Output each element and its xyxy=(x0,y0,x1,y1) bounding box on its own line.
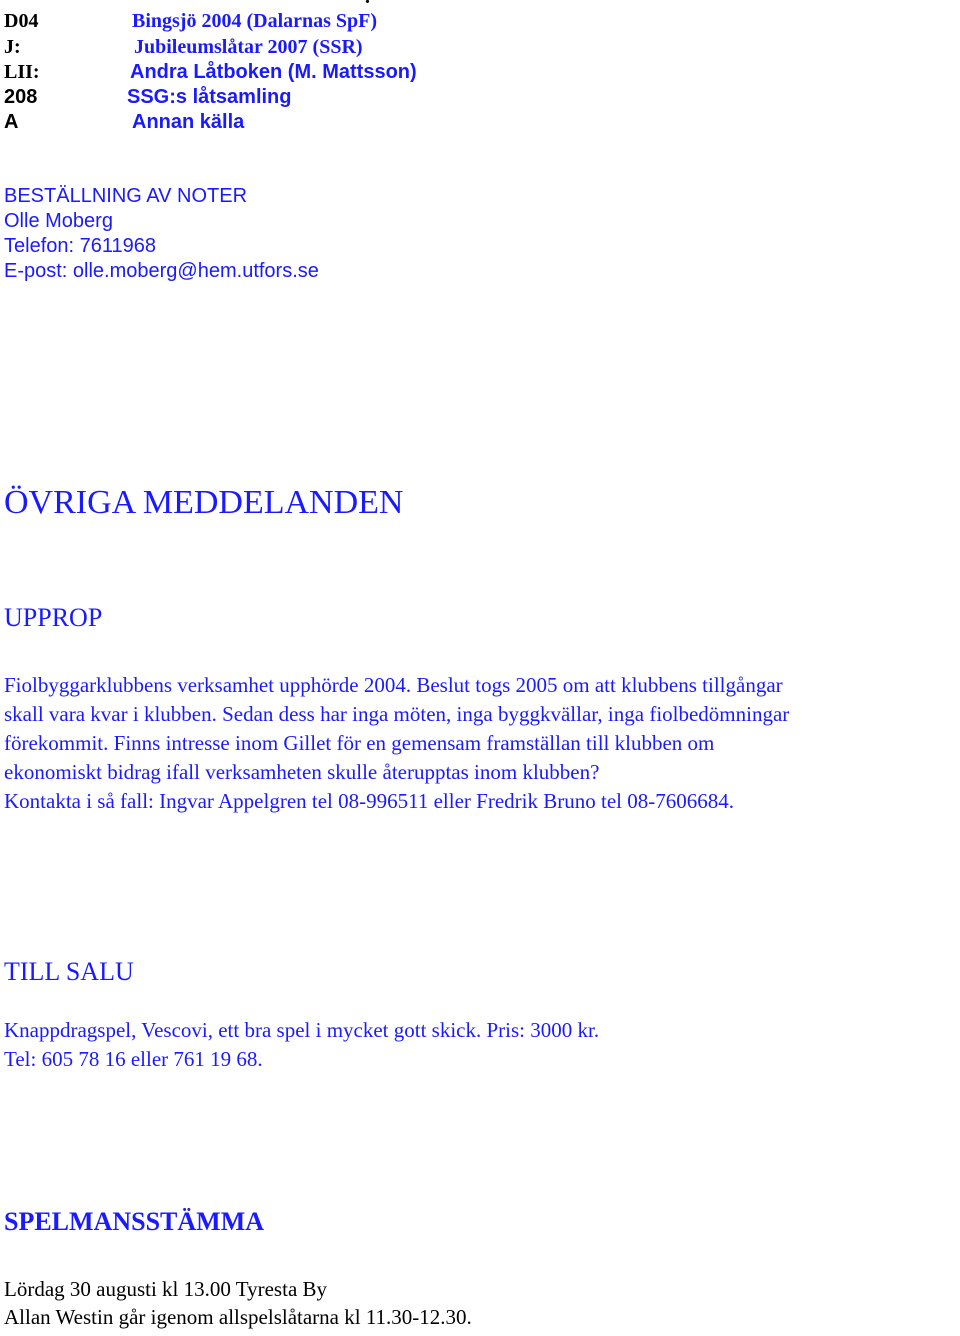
upprop-heading: UPPROP xyxy=(4,603,103,632)
spelmansstamma-line: Allan Westin går igenom allspelslåtarna kl 11.30-12.30. xyxy=(4,1305,472,1329)
legend-desc: Andra Låtboken (M. Mattsson) xyxy=(130,61,417,83)
till-salu-line: Tel: 605 78 16 eller 761 19 68. xyxy=(4,1047,263,1071)
legend-code: 208 xyxy=(4,86,38,108)
upprop-line: skall vara kvar i klubben. Sedan dess har inga möten, inga byggkvällar, inga fiolbedömningar xyxy=(4,702,790,726)
order-phone: Telefon: 7611968 xyxy=(4,235,156,257)
upprop-line: Fiolbyggarklubbens verksamhet upphörde 2004. Beslut togs 2005 om att klubbens tillgångar xyxy=(4,673,783,697)
order-name: Olle Moberg xyxy=(4,210,113,232)
legend-code: LII: xyxy=(4,61,40,83)
top-dot xyxy=(365,0,370,9)
upprop-line: Kontakta i så fall: Ingvar Appelgren tel 08-996511 eller Fredrik Bruno tel 08-7606684. xyxy=(4,789,734,813)
till-salu-heading: TILL SALU xyxy=(4,957,134,986)
legend-desc: Annan källa xyxy=(132,111,245,133)
order-title: BESTÄLLNING AV NOTER xyxy=(4,185,248,207)
order-email-label: E-post: xyxy=(4,260,73,282)
legend-desc: Bingsjö 2004 (Dalarnas SpF) xyxy=(132,10,378,32)
order-email-line xyxy=(4,260,319,283)
spelmansstamma-heading: SPELMANSSTÄMMA xyxy=(4,1207,265,1236)
legend-desc: SSG:s låtsamling xyxy=(127,86,292,108)
legend-desc: Jubileumslåtar 2007 (SSR) xyxy=(134,36,363,58)
legend-code: J: xyxy=(4,36,21,58)
legend-code: A xyxy=(4,111,19,133)
legend-code: D04 xyxy=(4,10,39,32)
till-salu-line: Knappdragspel, Vescovi, ett bra spel i mycket gott skick. Pris: 3000 kr. xyxy=(4,1018,600,1042)
section-heading: ÖVRIGA MEDDELANDEN xyxy=(4,484,404,521)
spelmansstamma-line: Lördag 30 augusti kl 13.00 Tyresta By xyxy=(4,1277,328,1301)
email-link[interactable]: olle.moberg@hem.utfors.se xyxy=(72,260,319,282)
upprop-line: förekommit. Finns intresse inom Gillet för en gemensam framställan till klubben om xyxy=(4,731,715,755)
upprop-line: ekonomiskt bidrag ifall verksamheten skulle återupptas inom klubben? xyxy=(4,760,600,784)
